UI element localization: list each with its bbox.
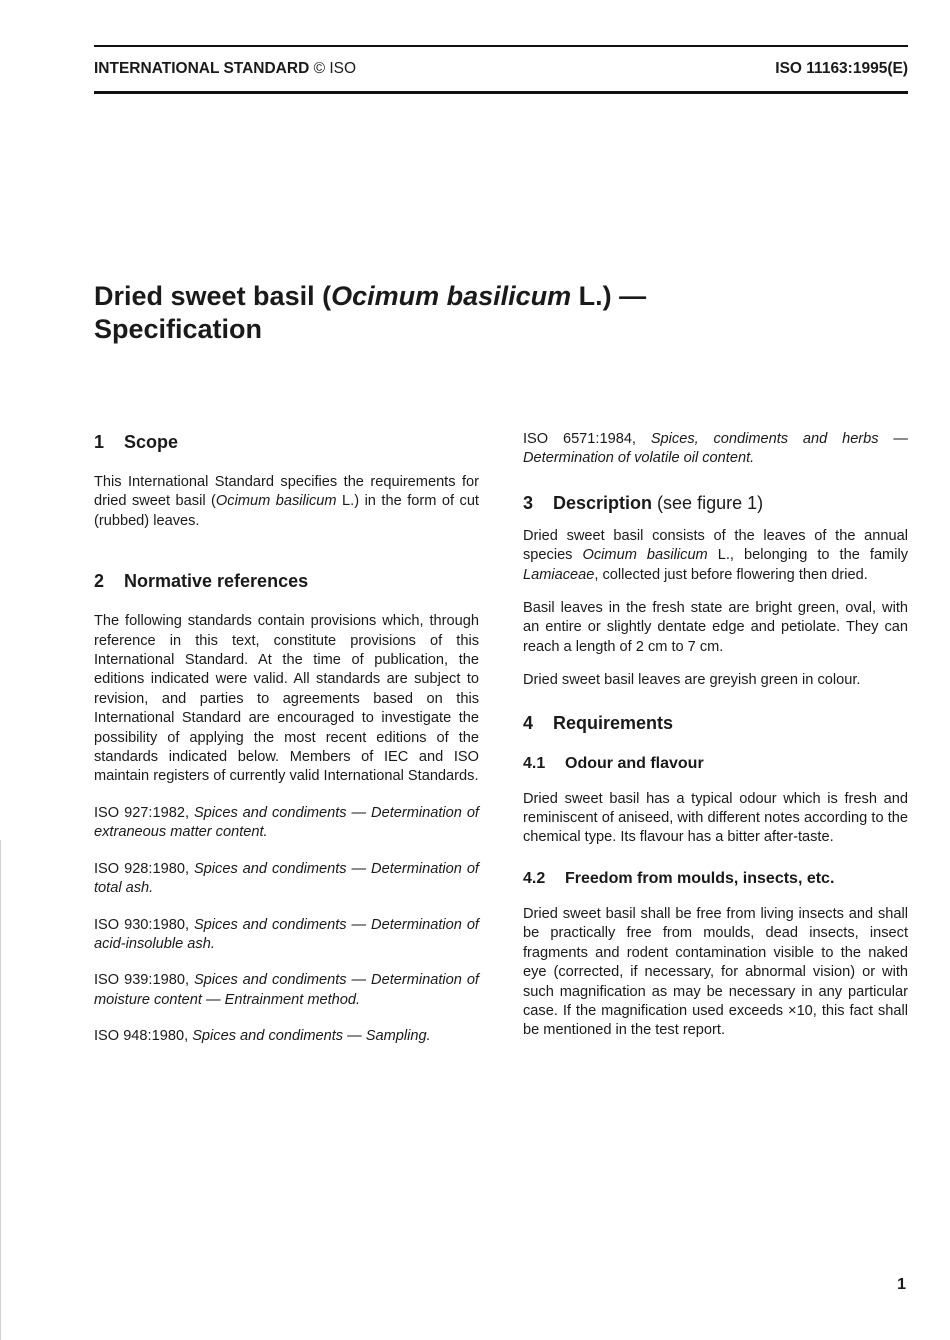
normative-heading-text: Normative references <box>124 571 309 592</box>
odour-paragraph: Dried sweet basil has a typical odour which is fresh and reminiscent of aniseed, with different notes according to the chemical type. Its flavour has a bitter after-taste. <box>523 790 908 846</box>
reference-title: Spices and condiments — Determination of extraneous matter content. <box>94 804 479 841</box>
title-line2: Specification <box>94 314 263 344</box>
normative-intro: The following standards contain provisions which, through reference in this text, constitute provisions of this International Standard. At the time of publication, the editions indicated were valid. All standards are subject to revision, and parties to agreements based on this International Standard are encouraged to investigate the possibility of applying the most recent editions of the standards indicated below. Members of IEC and ISO maintain registers of currently valid International Standards. <box>94 613 479 785</box>
scope-paragraph <box>94 473 479 531</box>
header-top-rule <box>94 45 908 47</box>
freedom-heading <box>523 868 908 890</box>
left-column <box>94 430 479 1047</box>
normative-number: 2 <box>94 571 105 592</box>
reference-title: Spices and condiments — Determination of total ash. <box>94 860 479 897</box>
reference-iso-939 <box>94 971 479 1010</box>
description-paragraph-1 <box>523 527 908 585</box>
freedom-number: 4.2 <box>523 869 546 887</box>
scope-text-a: This International Standard specifies the requirements for dried sweet basil ( <box>94 474 479 510</box>
description-paragraph-3: Dried sweet basil leaves are greyish green in colour. <box>523 672 861 689</box>
odour-heading <box>523 753 908 775</box>
header-copyright: © ISO <box>313 60 357 77</box>
page-number: 1 <box>897 1276 906 1293</box>
scope-number: 1 <box>94 432 105 452</box>
reference-code: ISO 930:1980, <box>94 916 189 933</box>
description-paragraph-2: Basil leaves in the fresh state are bright green, oval, with an entire or slightly dentate edge and petiolate. They can reach a length of 2 cm to 7 cm. <box>523 600 908 655</box>
right-column <box>523 430 908 1041</box>
reference-iso-6571 <box>523 430 908 469</box>
requirements-heading-text: Requirements <box>553 712 674 733</box>
freedom-heading-text: Freedom from moulds, insects, etc. <box>565 869 835 887</box>
scope-heading-text: Scope <box>124 432 179 452</box>
description-number: 3 <box>523 492 534 513</box>
description-p1-family: Lamiaceae <box>523 566 595 583</box>
header-left <box>94 60 356 78</box>
reference-iso-927 <box>94 804 479 843</box>
reference-iso-928 <box>94 860 479 899</box>
scope-text-b: L.) in the form of cut (rubbed) leaves. <box>94 493 479 529</box>
reference-code: ISO 948:1980, <box>94 1028 189 1045</box>
requirements-heading <box>523 711 908 735</box>
header-bottom-rule <box>94 91 908 94</box>
reference-iso-948 <box>94 1027 479 1046</box>
reference-title: Spices, condiments and herbs — Determination of volatile oil content. <box>523 431 908 467</box>
description-p1-b: L., belonging to the family <box>707 547 908 564</box>
scan-margin-line <box>0 840 1 1340</box>
description-p1-c: , collected just before flowering then dried. <box>594 566 868 583</box>
odour-heading-text: Odour and flavour <box>565 754 704 772</box>
scope-heading <box>94 430 479 454</box>
reference-code: ISO 939:1980, <box>94 972 189 989</box>
scope-text-latin: Ocimum basilicum <box>215 493 337 510</box>
reference-title: Spices and condiments — Determination of acid-insoluble ash. <box>94 916 479 952</box>
reference-title: Spices and condiments — Sampling. <box>192 1028 431 1045</box>
description-heading <box>523 491 908 515</box>
description-p1-latin: Ocimum basilicum <box>582 547 708 564</box>
document-title <box>94 280 908 346</box>
reference-code: ISO 928:1980, <box>94 860 189 877</box>
title-latin: Ocimum basilicum <box>331 281 572 311</box>
reference-iso-930 <box>94 916 479 955</box>
description-heading-text: Description <box>553 492 653 513</box>
description-see-figure: (see figure 1) <box>657 492 764 513</box>
header-standard-label: INTERNATIONAL STANDARD <box>94 60 310 77</box>
reference-code: ISO 927:1982, <box>94 804 189 821</box>
reference-code: ISO 6571:1984, <box>523 431 636 447</box>
reference-title: Spices and condiments — Determination of moisture content — Entrainment method. <box>94 972 479 1008</box>
title-part2: L.) — <box>571 281 647 311</box>
running-header <box>94 60 908 82</box>
description-p1-a: Dried sweet basil consists of the leaves of the annual species <box>523 527 908 564</box>
requirements-number: 4 <box>523 712 534 733</box>
freedom-paragraph: Dried sweet basil shall be free from living insects and shall be practically free from moulds, dead insects, insect fragments and rodent contamination visible to the naked eye (corrected, if necessary, for abnormal vision) or with such magnification as may be necessary in any particular case. If the magnification used exceeds ×10, this fact shall be mentioned in the test report. <box>523 905 908 1039</box>
odour-number: 4.1 <box>523 754 546 772</box>
header-document-number: ISO 11163:1995(E) <box>775 60 908 77</box>
title-part1: Dried sweet basil ( <box>94 281 332 311</box>
normative-heading <box>94 569 479 593</box>
